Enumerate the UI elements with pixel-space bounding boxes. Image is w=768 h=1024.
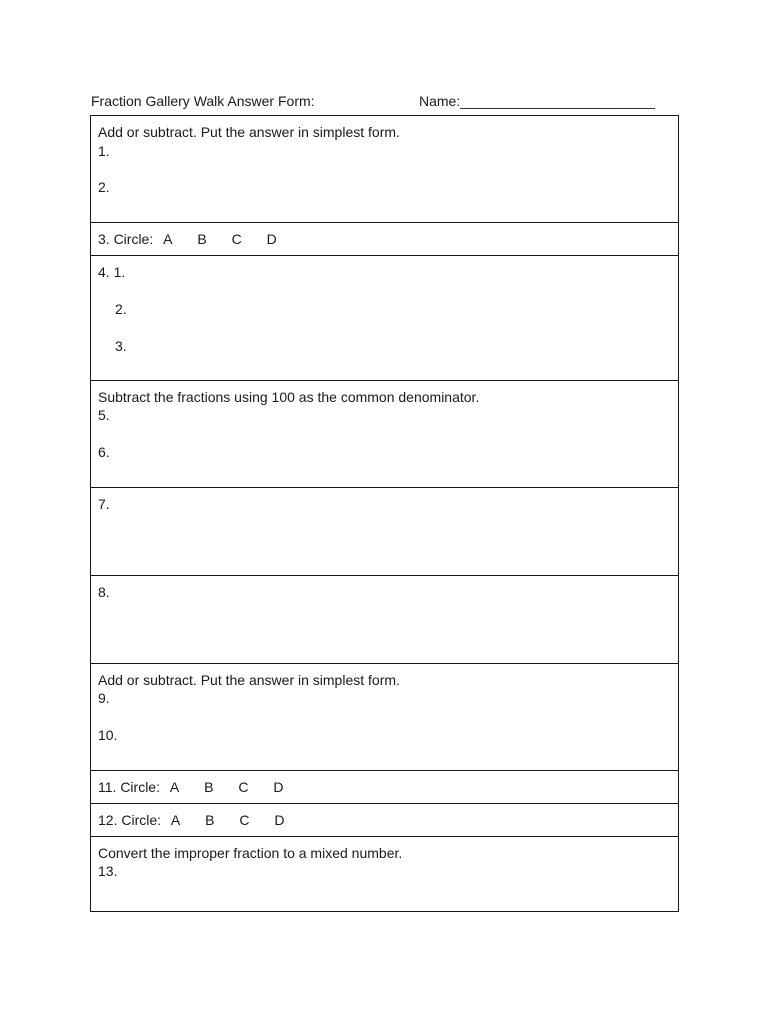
option-b[interactable]: B	[204, 779, 214, 795]
section-question-11	[91, 770, 678, 803]
question-8-label: 8.	[98, 584, 110, 600]
section-add-subtract-1	[91, 116, 678, 222]
question-4-label: 4. 1.	[98, 264, 126, 280]
question-3-line	[98, 230, 277, 248]
section-question-8	[91, 575, 678, 663]
option-d[interactable]: D	[274, 812, 285, 828]
option-b[interactable]: B	[205, 812, 215, 828]
question-9-label: 9.	[98, 690, 110, 706]
option-d[interactable]: D	[273, 779, 284, 795]
section-instruction: Add or subtract. Put the answer in simplest form.	[98, 672, 400, 688]
option-a[interactable]: A	[170, 812, 181, 828]
question-4-part-3: 3.	[115, 338, 127, 354]
answer-form-table	[90, 115, 679, 912]
question-5-label: 5.	[98, 407, 110, 423]
name-field-label[interactable]: Name:_________________________	[419, 93, 655, 109]
section-instruction: Subtract the fractions using 100 as the common denominator.	[98, 389, 480, 405]
section-add-subtract-2	[91, 663, 678, 770]
section-subtract-100	[91, 380, 678, 487]
section-question-12	[91, 803, 678, 836]
form-header	[91, 93, 678, 111]
option-c[interactable]: C	[239, 812, 250, 828]
form-title: Fraction Gallery Walk Answer Form:	[91, 93, 315, 109]
section-improper-fraction	[91, 836, 678, 911]
option-a[interactable]: A	[163, 231, 173, 247]
question-11-prefix: 11. Circle:	[98, 779, 160, 795]
option-d[interactable]: D	[266, 231, 277, 247]
option-c[interactable]: C	[238, 779, 249, 795]
section-question-3	[91, 222, 678, 255]
question-4-part-2: 2.	[115, 301, 127, 317]
question-6-label: 6.	[98, 444, 110, 460]
option-b[interactable]: B	[197, 231, 207, 247]
section-question-4	[91, 255, 678, 380]
section-instruction: Add or subtract. Put the answer in simplest form.	[98, 124, 400, 140]
question-12-prefix: 12. Circle:	[98, 812, 162, 828]
question-11-line	[98, 778, 283, 796]
section-question-7	[91, 487, 678, 575]
question-3-prefix: 3. Circle:	[98, 231, 154, 247]
option-a[interactable]: A	[169, 779, 180, 795]
section-instruction: Convert the improper fraction to a mixed number.	[98, 845, 403, 861]
question-1-label: 1.	[98, 143, 110, 159]
question-13-label: 13.	[98, 863, 118, 879]
question-10-label: 10.	[98, 727, 118, 743]
question-7-label: 7.	[98, 496, 110, 512]
question-2-label: 2.	[98, 179, 110, 195]
option-c[interactable]: C	[231, 231, 242, 247]
question-12-line	[98, 811, 285, 829]
